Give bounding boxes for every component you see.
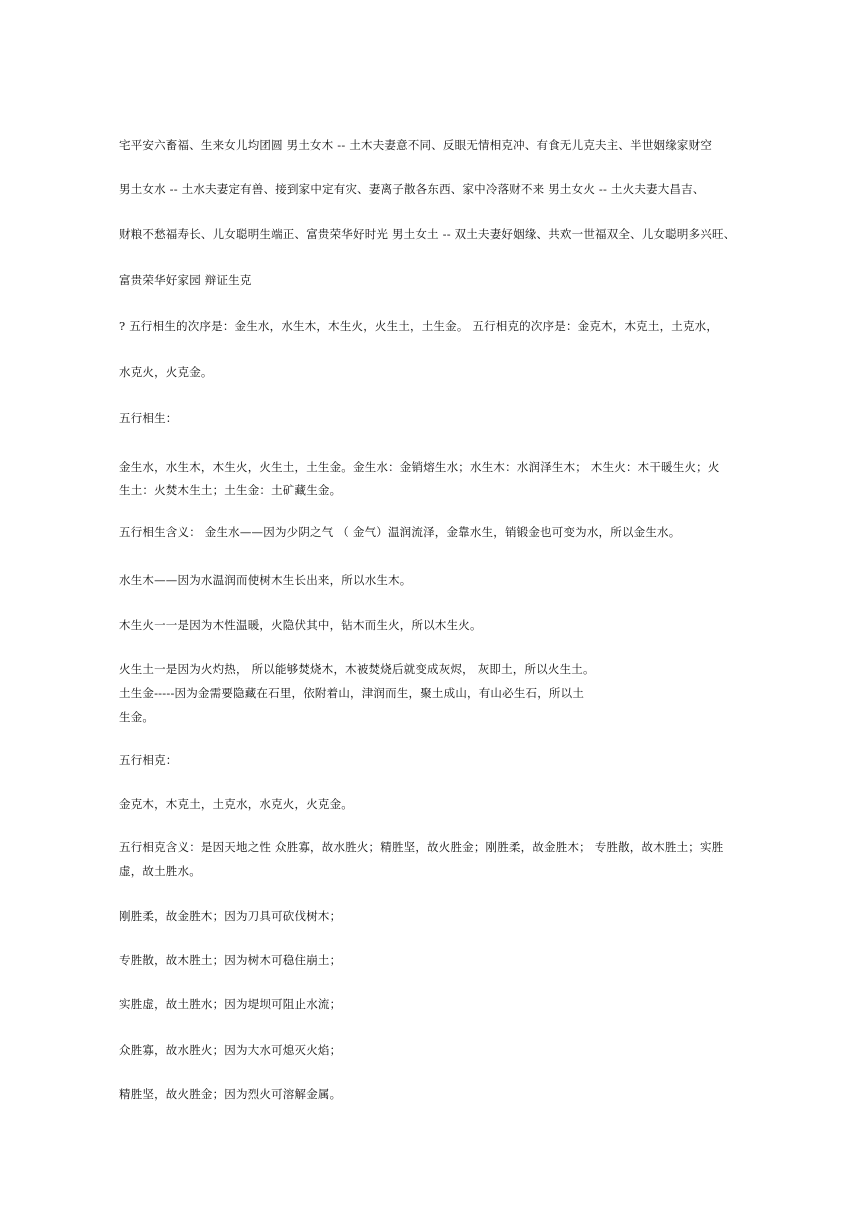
text-line: 众胜寡，故水胜火；因为大水可熄灭火焰； (119, 1043, 342, 1057)
text-line: 男土女水 -- 土水夫妻定有兽、接到家中定有灾、妻离子散各东西、家中冷落财不来 男土女火 -- 土火夫妻大昌吉、 (119, 182, 705, 196)
text-line: 土生金-----因为金需要隐藏在石里，依附着山，津润而生，聚土成山，有山必生石，所以土 (119, 686, 585, 700)
text-line: 宅平安六畜福、生来女儿均团圆 男土女木 -- 土木夫妻意不同、反眼无情相克冲、有食无儿克夫主、半世姻缘家财空 (119, 138, 713, 152)
text-line: 财粮不愁福寿长、儿女聪明生端正、富贵荣华好时光 男土女土 -- 双土夫妻好姻缘、共欢一世福双全、儿女聪明多兴旺、 (119, 227, 736, 241)
text-line: 专胜散，故木胜土；因为树木可稳住崩土； (119, 953, 342, 967)
text-line: 火生土一是因为火灼热， 所以能够焚烧木，木被焚烧后就变成灰烬， 灰即土，所以火生土。 (119, 662, 595, 676)
text-line: 五行相克含义：是因天地之性 众胜寡，故水胜火；精胜坚，故火胜金；刚胜柔，故金胜木； 专胜散，故木胜土；实胜 (119, 840, 724, 854)
text-line: 水克火，火克金。 (119, 365, 213, 379)
text-line: 水生木——因为水温润而使树木生长出来，所以水生木。 (119, 573, 412, 587)
text-line: 木生火一一是因为木性温暖，火隐伏其中，钻木而生火，所以木生火。 (119, 618, 482, 632)
section-heading: 五行相克： (119, 753, 178, 767)
text-line: 生土：火焚木生土；土生金：土矿藏生金。 (119, 483, 342, 497)
text-line: ? 五行相生的次序是：金生水，水生木，木生火，火生土，土生金。 五行相克的次序是：金克木，木克土，土克水， (119, 319, 719, 333)
text-line: 金生水，水生木，木生火，火生土，土生金。金生水：金销熔生水；水生木：水润泽生木； 木生火：木干暖生火；火 (119, 460, 720, 474)
text-line: 虚，故土胜水。 (119, 864, 201, 878)
text-line: 金克木，木克土，土克水，水克火，火克金。 (119, 797, 353, 811)
text-line: 刚胜柔，故金胜木；因为刀具可砍伐树木； (119, 909, 342, 923)
text-line: 精胜坚，故火胜金；因为烈火可溶解金属。 (119, 1087, 342, 1101)
section-heading: 五行相生： (119, 411, 178, 425)
text-line: 富贵荣华好家园 辩证生克 (119, 273, 252, 287)
text-line: 实胜虚，故土胜水；因为堤坝可阻止水流； (119, 997, 342, 1011)
text-line: 生金。 (119, 710, 155, 724)
text-line: 五行相生含义： 金生水——因为少阴之气 （ 金气）温润流泽，金靠水生，销锻金也可变为水，所以金生水。 (119, 525, 681, 539)
